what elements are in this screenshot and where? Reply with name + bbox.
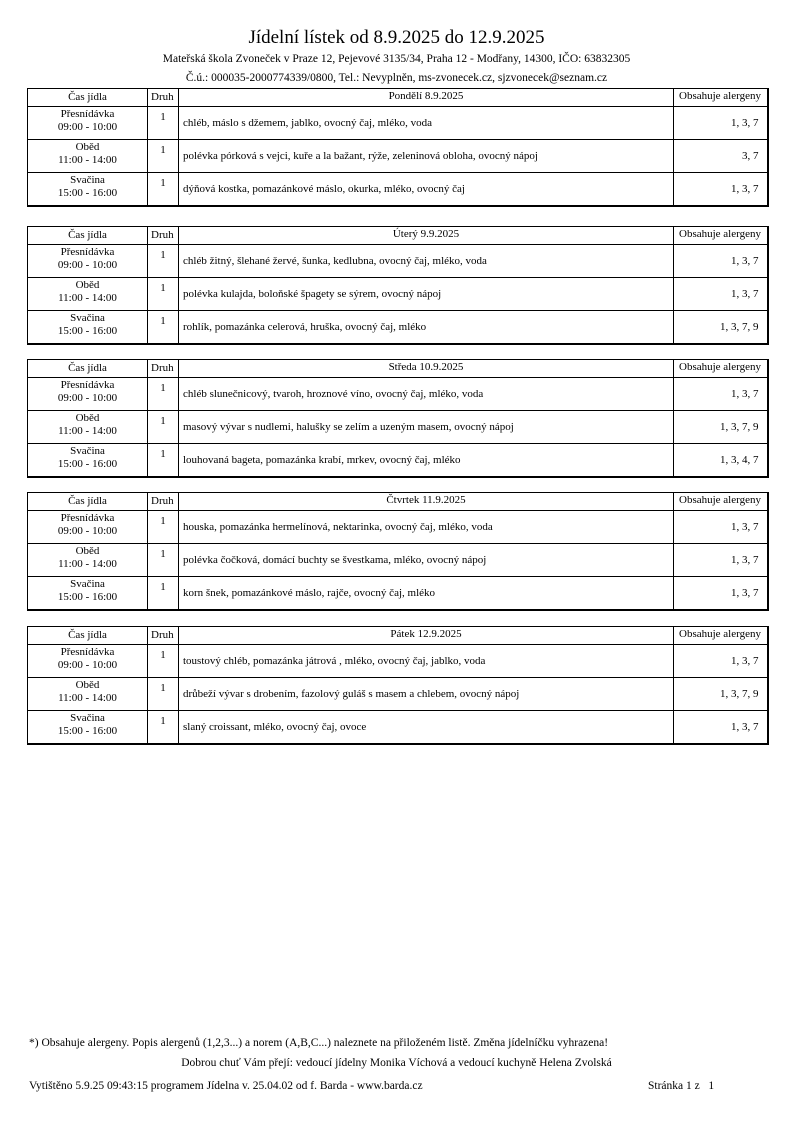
meal-row bbox=[28, 711, 768, 745]
meal-row bbox=[28, 378, 768, 411]
meal-row bbox=[28, 278, 768, 311]
meal-description: polévka kulajda, boloňské špagety se sýrem, ovocný nápoj bbox=[179, 278, 674, 311]
meal-name: Oběd bbox=[75, 141, 100, 153]
meal-allergens: 1, 3, 7 bbox=[674, 577, 768, 611]
day-table-monday bbox=[27, 88, 769, 207]
meal-allergens: 1, 3, 7 bbox=[674, 245, 768, 278]
meal-time-cell bbox=[28, 511, 148, 544]
meal-druh: 1 bbox=[148, 245, 179, 278]
school-info: Mateřská škola Zvoneček v Praze 12, Pejevové 3135/34, Praha 12 - Modřany, 14300, IČO: 63832305 bbox=[162, 53, 631, 65]
meal-description: masový vývar s nudlemi, halušky se zelím a uzeným masem, ovocný nápoj bbox=[179, 411, 674, 444]
meal-time: 15:00 - 16:00 bbox=[57, 458, 118, 470]
col-header-druh: Druh bbox=[148, 627, 179, 645]
day-title: Pátek 12.9.2025 bbox=[179, 627, 674, 645]
meal-time-cell bbox=[28, 107, 148, 140]
meal-druh: 1 bbox=[148, 645, 179, 678]
day-table-wednesday bbox=[27, 359, 769, 478]
meal-time: 09:00 - 10:00 bbox=[57, 392, 118, 404]
meal-allergens: 1, 3, 7 bbox=[674, 107, 768, 140]
day-table-thursday bbox=[27, 492, 769, 611]
meal-time-cell bbox=[28, 711, 148, 745]
meal-druh: 1 bbox=[148, 544, 179, 577]
col-header-allergens: Obsahuje alergeny bbox=[674, 89, 768, 107]
meal-druh: 1 bbox=[148, 711, 179, 745]
meal-name: Svačina bbox=[70, 174, 105, 186]
meal-name: Svačina bbox=[70, 445, 105, 457]
meal-time: 11:00 - 14:00 bbox=[58, 425, 117, 437]
meal-allergens: 1, 3, 7 bbox=[674, 278, 768, 311]
meal-name: Svačina bbox=[70, 312, 105, 324]
printed-info: Vytištěno 5.9.25 09:43:15 programem Jídelna v. 25.04.02 od f. Barda - www.barda.cz bbox=[29, 1080, 423, 1092]
meal-druh: 1 bbox=[148, 577, 179, 611]
meal-druh: 1 bbox=[148, 173, 179, 207]
meal-druh: 1 bbox=[148, 278, 179, 311]
meal-allergens: 1, 3, 7 bbox=[674, 544, 768, 577]
meal-allergens: 1, 3, 4, 7 bbox=[674, 444, 768, 478]
meal-allergens: 1, 3, 7 bbox=[674, 378, 768, 411]
day-table-friday bbox=[27, 626, 769, 745]
meal-name: Přesnídávka bbox=[60, 246, 115, 258]
meal-row bbox=[28, 544, 768, 577]
meal-time: 15:00 - 16:00 bbox=[57, 187, 118, 199]
meal-row bbox=[28, 678, 768, 711]
meal-description: slaný croissant, mléko, ovocný čaj, ovoce bbox=[179, 711, 674, 745]
meal-name: Přesnídávka bbox=[60, 512, 115, 524]
meal-time-cell bbox=[28, 645, 148, 678]
meal-description: chléb žitný, šlehané žervé, šunka, kedlubna, ovocný čaj, mléko, voda bbox=[179, 245, 674, 278]
meal-description: korn šnek, pomazánkové máslo, rajče, ovocný čaj, mléko bbox=[179, 577, 674, 611]
col-header-time: Čas jídla bbox=[28, 227, 148, 245]
meal-allergens: 1, 3, 7 bbox=[674, 173, 768, 207]
meal-allergens: 1, 3, 7, 9 bbox=[674, 311, 768, 345]
meal-time-cell bbox=[28, 544, 148, 577]
meal-name: Svačina bbox=[70, 712, 105, 724]
meal-row bbox=[28, 511, 768, 544]
meal-allergens: 1, 3, 7, 9 bbox=[674, 411, 768, 444]
col-header-allergens: Obsahuje alergeny bbox=[674, 627, 768, 645]
meal-allergens: 1, 3, 7 bbox=[674, 711, 768, 745]
meal-druh: 1 bbox=[148, 444, 179, 478]
meal-allergens: 1, 3, 7 bbox=[674, 645, 768, 678]
col-header-druh: Druh bbox=[148, 227, 179, 245]
meal-row bbox=[28, 140, 768, 173]
col-header-allergens: Obsahuje alergeny bbox=[674, 360, 768, 378]
meal-row bbox=[28, 173, 768, 207]
meal-time-cell bbox=[28, 378, 148, 411]
col-header-allergens: Obsahuje alergeny bbox=[674, 227, 768, 245]
meal-description: houska, pomazánka hermelínová, nektarinka, ovocný čaj, mléko, voda bbox=[179, 511, 674, 544]
meal-row bbox=[28, 577, 768, 611]
meal-row bbox=[28, 645, 768, 678]
meal-time: 09:00 - 10:00 bbox=[57, 525, 118, 537]
col-header-druh: Druh bbox=[148, 360, 179, 378]
meal-time-cell bbox=[28, 245, 148, 278]
col-header-allergens: Obsahuje alergeny bbox=[674, 493, 768, 511]
day-table-tuesday bbox=[27, 226, 769, 345]
meal-row bbox=[28, 444, 768, 478]
col-header-time: Čas jídla bbox=[28, 627, 148, 645]
meal-time: 09:00 - 10:00 bbox=[57, 259, 118, 271]
meal-row bbox=[28, 245, 768, 278]
meal-row bbox=[28, 107, 768, 140]
meal-name: Přesnídávka bbox=[60, 108, 115, 120]
day-title: Středa 10.9.2025 bbox=[179, 360, 674, 378]
meal-name: Svačina bbox=[70, 578, 105, 590]
meal-row bbox=[28, 311, 768, 345]
meal-druh: 1 bbox=[148, 378, 179, 411]
day-title: Pondělí 8.9.2025 bbox=[179, 89, 674, 107]
allergen-footnote: *) Obsahuje alergeny. Popis alergenů (1,2,3...) a norem (A,B,C...) naleznete na přiloženém listě. Změna jídelníčku vyhrazena! bbox=[29, 1037, 609, 1049]
meal-description: drůbeží vývar s drobením, fazolový guláš s masem a chlebem, ovocný nápoj bbox=[179, 678, 674, 711]
meal-time-cell bbox=[28, 577, 148, 611]
meal-druh: 1 bbox=[148, 678, 179, 711]
meal-time-cell bbox=[28, 411, 148, 444]
page-title: Jídelní lístek od 8.9.2025 do 12.9.2025 bbox=[248, 27, 545, 48]
meal-druh: 1 bbox=[148, 511, 179, 544]
meal-row bbox=[28, 411, 768, 444]
meal-druh: 1 bbox=[148, 140, 179, 173]
meal-allergens: 3, 7 bbox=[674, 140, 768, 173]
meal-time: 09:00 - 10:00 bbox=[57, 121, 118, 133]
contact-info: Č.ú.: 000035-2000774339/0800, Tel.: Nevyplněn, ms-zvonecek.cz, sjzvonecek@seznam.cz bbox=[185, 72, 608, 84]
meal-time: 11:00 - 14:00 bbox=[58, 692, 117, 704]
meal-description: polévka čočková, domácí buchty se švestkama, mléko, ovocný nápoj bbox=[179, 544, 674, 577]
col-header-time: Čas jídla bbox=[28, 493, 148, 511]
meal-description: toustový chléb, pomazánka játrová , mléko, ovocný čaj, jablko, voda bbox=[179, 645, 674, 678]
meal-name: Přesnídávka bbox=[60, 379, 115, 391]
col-header-druh: Druh bbox=[148, 493, 179, 511]
meal-time: 15:00 - 16:00 bbox=[57, 325, 118, 337]
meal-time-cell bbox=[28, 278, 148, 311]
meal-name: Oběd bbox=[75, 279, 100, 291]
signoff: Dobrou chuť Vám přejí: vedoucí jídelny Monika Víchová a vedoucí kuchyně Helena Zvolská bbox=[181, 1057, 612, 1069]
meal-time-cell bbox=[28, 444, 148, 478]
meal-allergens: 1, 3, 7, 9 bbox=[674, 678, 768, 711]
meal-time-cell bbox=[28, 140, 148, 173]
meal-description: chléb, máslo s džemem, jablko, ovocný čaj, mléko, voda bbox=[179, 107, 674, 140]
meal-time: 11:00 - 14:00 bbox=[58, 292, 117, 304]
meal-time: 11:00 - 14:00 bbox=[58, 154, 117, 166]
meal-description: polévka pórková s vejci, kuře a la bažant, rýže, zeleninová obloha, ovocný nápoj bbox=[179, 140, 674, 173]
meal-name: Oběd bbox=[75, 545, 100, 557]
page-number: Stránka 1 z 1 bbox=[648, 1080, 715, 1092]
meal-description: louhovaná bageta, pomazánka krabí, mrkev, ovocný čaj, mléko bbox=[179, 444, 674, 478]
meal-description: chléb slunečnicový, tvaroh, hroznové víno, ovocný čaj, mléko, voda bbox=[179, 378, 674, 411]
meal-time-cell bbox=[28, 678, 148, 711]
meal-time: 11:00 - 14:00 bbox=[58, 558, 117, 570]
meal-time: 09:00 - 10:00 bbox=[57, 659, 118, 671]
col-header-time: Čas jídla bbox=[28, 360, 148, 378]
meal-allergens: 1, 3, 7 bbox=[674, 511, 768, 544]
col-header-time: Čas jídla bbox=[28, 89, 148, 107]
col-header-druh: Druh bbox=[148, 89, 179, 107]
meal-name: Oběd bbox=[75, 679, 100, 691]
meal-time: 15:00 - 16:00 bbox=[57, 725, 118, 737]
meal-druh: 1 bbox=[148, 411, 179, 444]
meal-time: 15:00 - 16:00 bbox=[57, 591, 118, 603]
meal-name: Přesnídávka bbox=[60, 646, 115, 658]
meal-description: rohlík, pomazánka celerová, hruška, ovocný čaj, mléko bbox=[179, 311, 674, 345]
meal-description: dýňová kostka, pomazánkové máslo, okurka, mléko, ovocný čaj bbox=[179, 173, 674, 207]
day-title: Úterý 9.9.2025 bbox=[179, 227, 674, 245]
meal-name: Oběd bbox=[75, 412, 100, 424]
meal-druh: 1 bbox=[148, 311, 179, 345]
meal-time-cell bbox=[28, 173, 148, 207]
day-title: Čtvrtek 11.9.2025 bbox=[179, 493, 674, 511]
meal-druh: 1 bbox=[148, 107, 179, 140]
meal-time-cell bbox=[28, 311, 148, 345]
